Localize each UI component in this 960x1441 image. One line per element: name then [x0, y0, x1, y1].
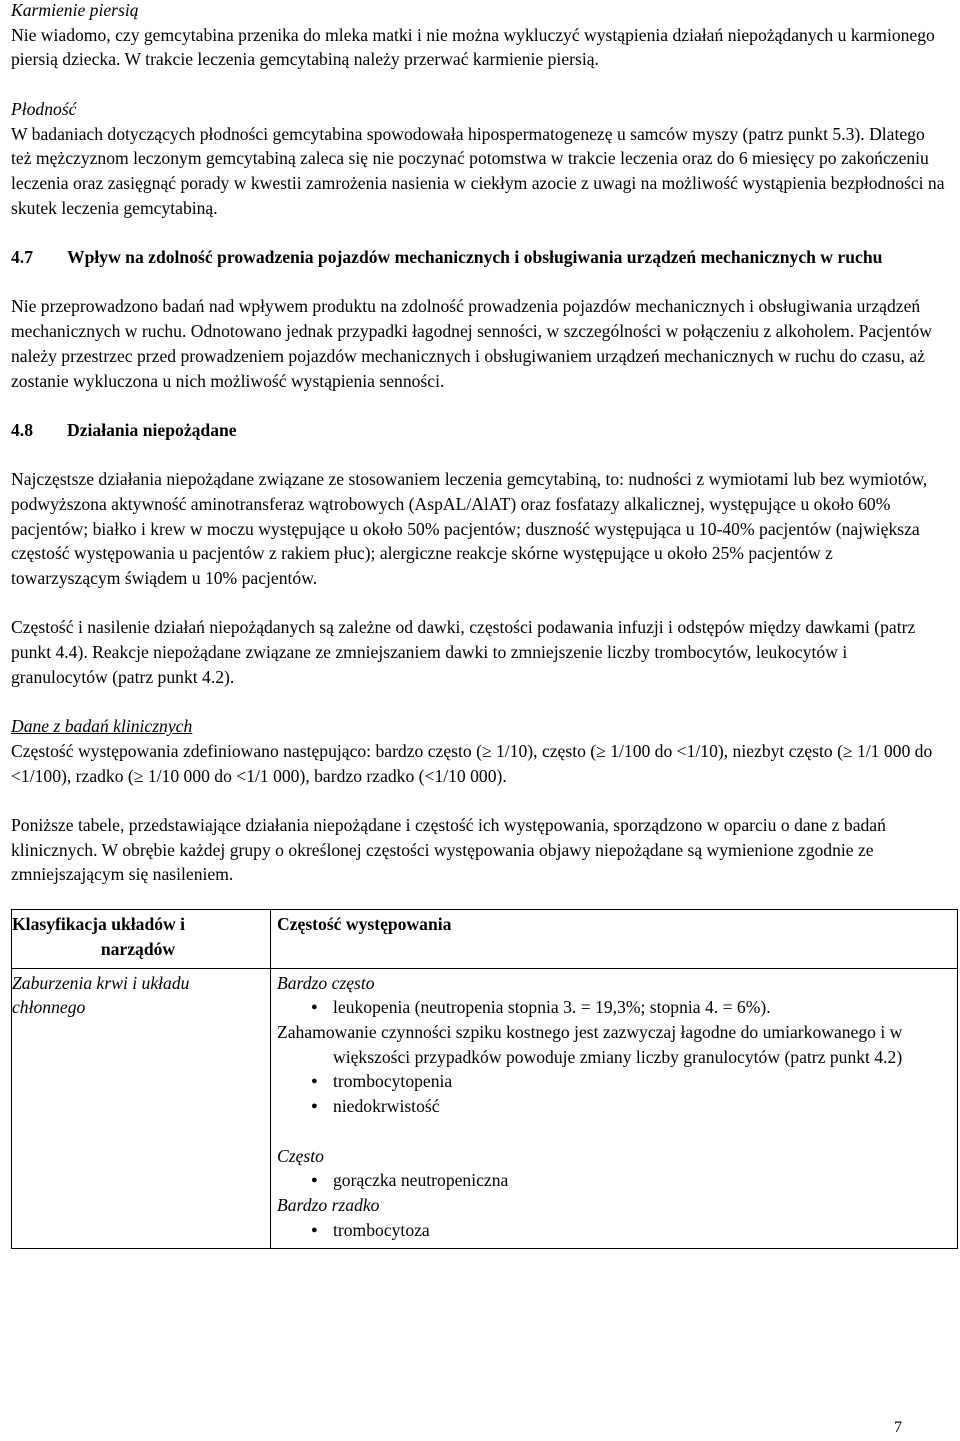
table-intro: Poniższe tabele, przedstawiające działania niepożądane i częstość ich występowania, sporządzono w oparciu o dane z badań klinicznych. W obrębie każdej grupy o określonej częstości występowania objawy niepożądane są wymienione zgodnie ze zmniejszającym się nasileniem.: [11, 815, 886, 885]
very-rare-list: [277, 1218, 951, 1243]
breastfeeding-heading: Karmienie piersią: [11, 0, 139, 20]
table-header-row: [12, 910, 958, 968]
adverse-reactions-table: [11, 909, 958, 1249]
section-4-8-para2: Częstość i nasilenie działań niepożądanych są zależne od dawki, częstości podawania infuzji i odstępów między dawkami (patrz punkt 4.4). Reakcje niepożądane związane ze zmniejszaniem dawki to zmniejszenie liczby trombocytów, leukocytów i granulocytów (patrz punkt 4.2).: [11, 617, 916, 687]
table-row: [12, 968, 958, 1249]
table-header-frequency: Częstość występowania: [271, 910, 958, 968]
clinical-data-heading: Dane z badań klinicznych: [11, 716, 193, 737]
section-4-8-number: 4.8: [11, 419, 33, 440]
very-common-list: [277, 995, 951, 1020]
list-item-leukopenia: ● leukopenia (neutropenia stopnia 3. = 19,3%; stopnia 4. = 6%).: [277, 995, 951, 1020]
table-header-organ-line2: narządów: [100, 938, 176, 959]
list-item-thrombocytosis: ● trombocytoza: [277, 1218, 951, 1243]
table-header-organ-line1: Klasyfikacja układów i: [12, 914, 186, 935]
breastfeeding-text: Nie wiadomo, czy gemcytabina przenika do mleka matki i nie można wykluczyć wystąpienia działań niepożądanych u karmionego piersią dziecka. W trakcie leczenia gemcytabiną należy przerwać karmienie piersią.: [11, 24, 935, 70]
common-label: Często: [277, 1145, 324, 1166]
table-header-organ: [12, 910, 271, 968]
list-item-febrile-neutropenia: ● gorączka neutropeniczna: [277, 1168, 951, 1193]
section-4-7-text: Nie przeprowadzono badań nad wpływem produktu na zdolność prowadzenia pojazdów mechanicznych i obsługiwania urządzeń mechanicznych w ruchu. Odnotowano jednak przypadki łagodnej senności, w szczególności w połączeniu z alkoholem. Pacjentów należy przestrzec przed prowadzeniem pojazdów mechanicznych i obsługiwaniem urządzeń mechanicznych w ruchu do czasu, aż zostanie wykluczona u nich możliwość wystąpienia senności.: [11, 296, 932, 391]
common-list: [277, 1168, 951, 1193]
fertility-heading: Płodność: [11, 98, 77, 119]
very-common-label: Bardzo często: [277, 972, 375, 993]
table-cell-frequency: [271, 968, 958, 1249]
document-page: [11, 0, 946, 1249]
bone-marrow-note: Zahamowanie czynności szpiku kostnego jest zazwyczaj łagodne do umiarkowanego i w większości przypadków powoduje zmiany liczby granulocytów (patrz punkt 4.2): [277, 1022, 903, 1067]
very-rare-label: Bardzo rzadko: [277, 1194, 380, 1215]
list-item-anemia: ● niedokrwistość: [277, 1094, 951, 1119]
very-common-list-2: [277, 1069, 951, 1118]
section-4-7-number: 4.7: [11, 247, 33, 267]
table-cell-organ: [12, 968, 271, 1249]
section-4-7-title: Wpływ na zdolność prowadzenia pojazdów mechanicznych i obsługiwania urządzeń mechanicznych w ruchu: [67, 247, 883, 267]
fertility-text: W badaniach dotyczących płodności gemcytabina spowodowała hipospermatogenezę u samców myszy (patrz punkt 5.3). Dlatego też mężczyznom leczonym gemcytabiną zaleca się nie poczynać potomstwa w trakcie leczenia oraz do 6 miesięcy po zakończeniu leczenia oraz zasięgnąć porady w kwestii zamrożenia nasienia w ciekłym azocie z uwagi na możliwość wystąpienia bezpłodności na skutek leczenia gemcytabiną.: [11, 123, 945, 218]
page-number: 7: [894, 1419, 902, 1436]
section-4-8-heading: [11, 418, 946, 443]
list-item-thrombocytopenia: ● trombocytopenia: [277, 1069, 951, 1094]
section-4-7-heading: [11, 245, 946, 270]
section-4-8-para1: Najczęstsze działania niepożądane związane ze stosowaniem leczenia gemcytabiną, to: nudności z wymiotami lub bez wymiotów, podwyższona aktywność aminotransferaz wątrobowych (AspAL/AlAT) oraz fosfatazy alkalicznej, występujące u około 60% pacjentów; białko i krew w moczu występujące u około 50% pacjentów; duszność występująca u 10-40% pacjentów (największa częstość występowania u pacjentów z rakiem płuc); alergiczne reakcje skórne występujące u około 25% pacjentów z towarzyszącym świądem u 10% pacjentów.: [11, 469, 928, 589]
clinical-data-text: Częstość występowania zdefiniowano następująco: bardzo często (≥ 1/10), często (≥ 1/100 do <1/10), niezbyt często (≥ 1/1 000 do <1/100), rzadko (≥ 1/10 000 do <1/1 000), bardzo rzadko (<1/10 000).: [11, 740, 933, 786]
organ-class-label: Zaburzenia krwi i układu chłonnego: [12, 972, 190, 1018]
section-4-8-title: Działania niepożądane: [67, 419, 237, 440]
